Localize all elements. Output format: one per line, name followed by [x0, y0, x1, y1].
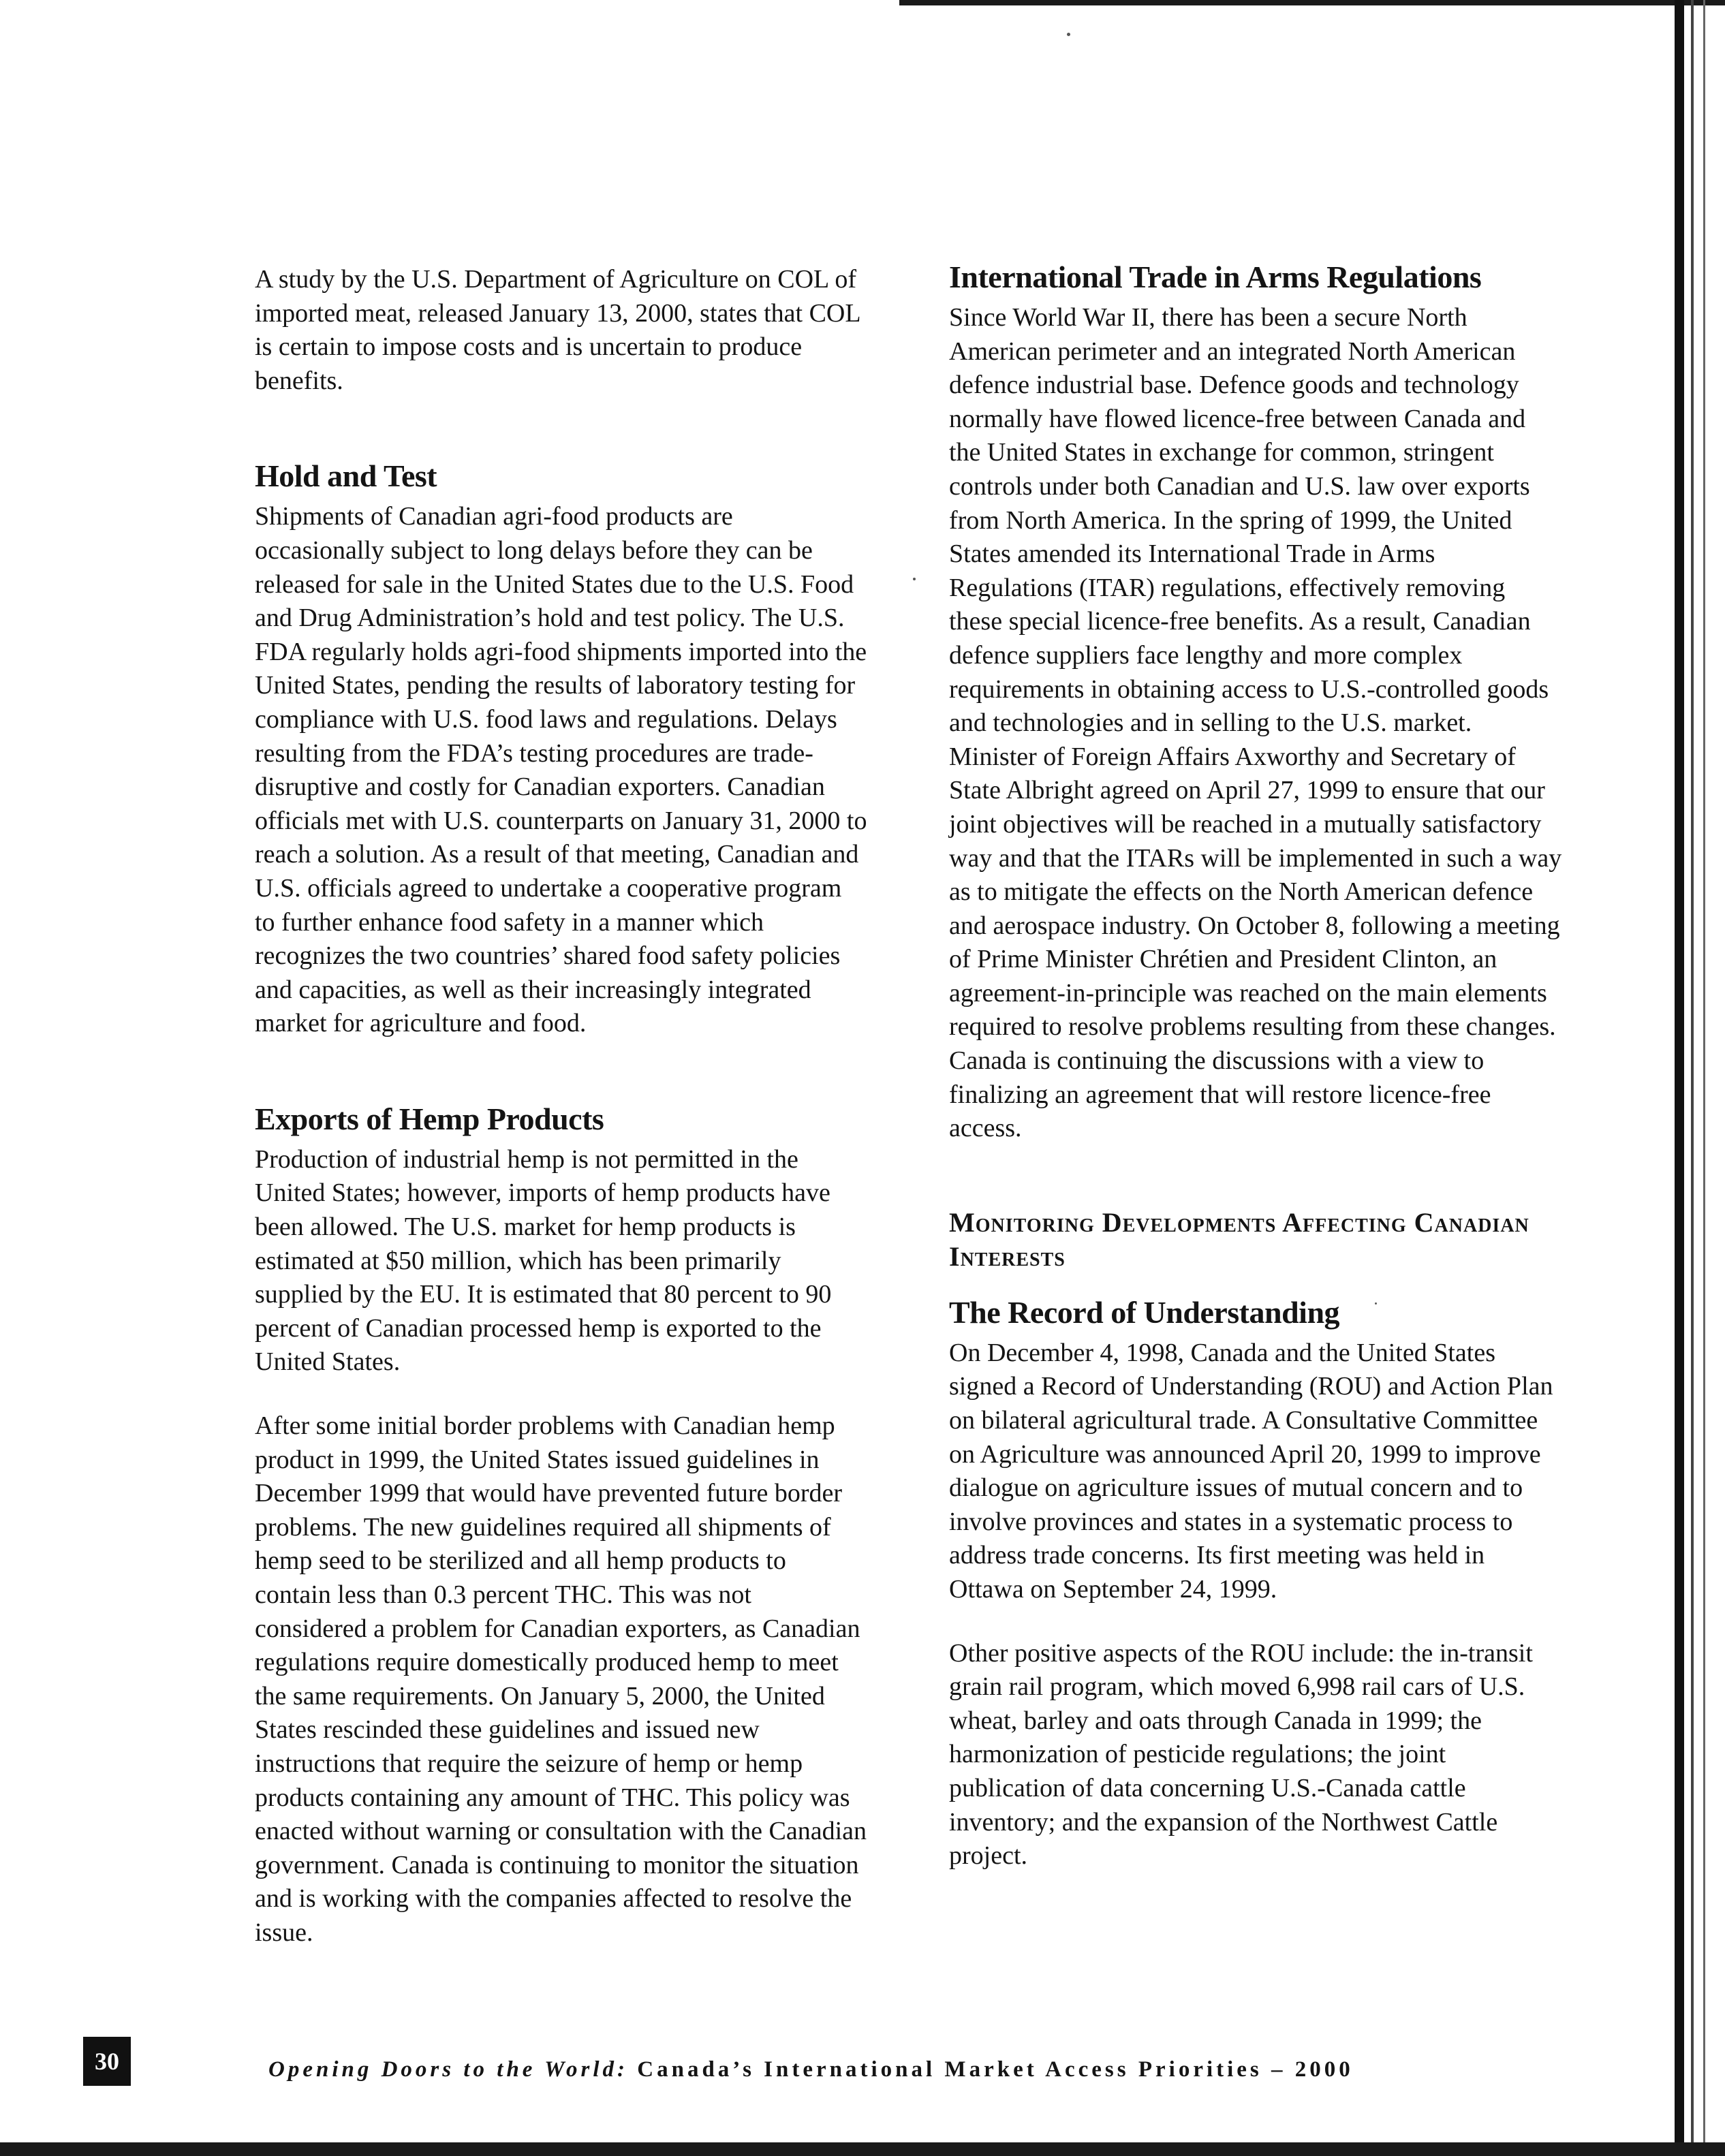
- scan-bottom-edge: [0, 2142, 1725, 2156]
- scan-top-rule: [899, 0, 1725, 5]
- right-column: [949, 259, 1562, 1903]
- section-heading: Monitoring Developments Affecting Canadian Interests: [949, 1206, 1529, 1272]
- scan-right-edge: [1675, 0, 1684, 2156]
- scan-right-edge-line: [1703, 0, 1705, 2156]
- rou-paragraph-1: On December 4, 1998, Canada and the United States signed a Record of Understanding (ROU) and Action Plan on bilateral agricultural trade. A Consultative Committee on Agriculture was announced April 20, 1999 to improve dialogue on agriculture issues of mutual concern and to involve provinces and states in a systematic process to address trade concerns. Its first meeting was held in Ottawa on September 24, 1999.: [949, 1338, 1553, 1604]
- hemp-paragraph-2: After some initial border problems with Canadian hemp product in 1999, the United States issued guidelines in December 1999 that would have prevented future border problems. The new guidelines required all shipments of hemp seed to be sterilized and all hemp products to contain less than 0.3 percent THC. This was not considered a problem for Canadian exporters, as Canadian regulations require domestically produced hemp to meet the same requirements. On January 5, 2000, the United States rescinded these guidelines and issued new instructions that require the seizure of hemp or hemp products containing any amount of THC. This policy was enacted without warning or consultation with the Canadian government. Canada is continuing to monitor the situation and is working with the companies affected to resolve the issue.: [255, 1411, 867, 1947]
- footer-title-italic: Opening Doors to the World:: [268, 2057, 629, 2082]
- scan-speck: [913, 578, 916, 580]
- scan-speck: [1067, 33, 1070, 36]
- hold-and-test-paragraph: Shipments of Canadian agri-food products are occasionally subject to long delays before they can be released for sale in the United States due to the U.S. Food and Drug Administration’s hold and test policy. The U.S. FDA regularly holds agri-food shipments imported into the United States, pending the results of laboratory testing for compliance with U.S. food laws and regulations. Delays resulting from the FDA’s testing procedures are trade-disruptive and costly for Canadian exporters. Canadian officials met with U.S. counterparts on January 31, 2000 to reach a solution. As a result of that meeting, Canadian and U.S. officials agreed to undertake a cooperative program to further enhance food safety in a manner which recognizes the two countries’ shared food safety policies and capacities, as well as their increasingly integrated market for agriculture and food.: [255, 502, 867, 1038]
- itar-heading: International Trade in Arms Regulations: [949, 260, 1482, 294]
- hemp-paragraph-1: Production of industrial hemp is not permitted in the United States; however, imports of hemp products have been allowed. The U.S. market for hemp products is estimated at $50 million, which has been primarily supplied by the EU. It is estimated that 80 percent to 90 percent of Canadian processed hemp is exported to the United States.: [255, 1144, 832, 1377]
- running-footer: [268, 2057, 1529, 2082]
- rou-heading: The Record of Understanding: [949, 1294, 1340, 1330]
- hold-and-test-heading: Hold and Test: [255, 458, 437, 494]
- scan-right-edge-line: [1691, 0, 1694, 2156]
- footer-title-rest: Canada’s International Market Access Priorities – 2000: [628, 2057, 1354, 2082]
- left-column: [255, 263, 868, 1980]
- itar-paragraph: Since World War II, there has been a secure North American perimeter and an integrated North American defence industrial base. Defence goods and technology normally have flowed licence-free between Canada and the United States in exchange for common, stringent controls under both Canadian and U.S. law over exports from North America. In the spring of 1999, the United States amended its International Trade in Arms Regulations (ITAR) regulations, effectively removing these special licence-free benefits. As a result, Canadian defence suppliers face lengthy and more complex requirements in obtaining access to U.S.-controlled goods and technologies and in selling to the U.S. market. Minister of Foreign Affairs Axworthy and Secretary of State Albright agreed on April 27, 1999 to ensure that our joint objectives will be reached in a mutually satisfactory way and that the ITARs will be implemented in such a way as to mitigate the effects on the North American defence and aerospace industry. On October 8, following a meeting of Prime Minister Chrétien and President Clinton, an agreement-in-principle was reached on the main elements required to resolve problems resulting from these changes. Canada is continuing the discussions with a view to finalizing an agreement that will restore licence-free access.: [949, 303, 1562, 1143]
- rou-paragraph-2: Other positive aspects of the ROU include: the in-transit grain rail program, which moved 6,998 rail cars of U.S. wheat, barley and oats through Canada in 1999; the harmonization of pesticide regulations; the joint publication of data concerning U.S.-Canada cattle inventory; and the expansion of the Northwest Cattle project.: [949, 1638, 1533, 1871]
- intro-paragraph: A study by the U.S. Department of Agriculture on COL of imported meat, released January 13, 2000, states that COL is certain to impose costs and is uncertain to produce benefits.: [255, 265, 860, 395]
- hemp-heading: Exports of Hemp Products: [255, 1101, 604, 1136]
- page-number: 30: [83, 2037, 131, 2086]
